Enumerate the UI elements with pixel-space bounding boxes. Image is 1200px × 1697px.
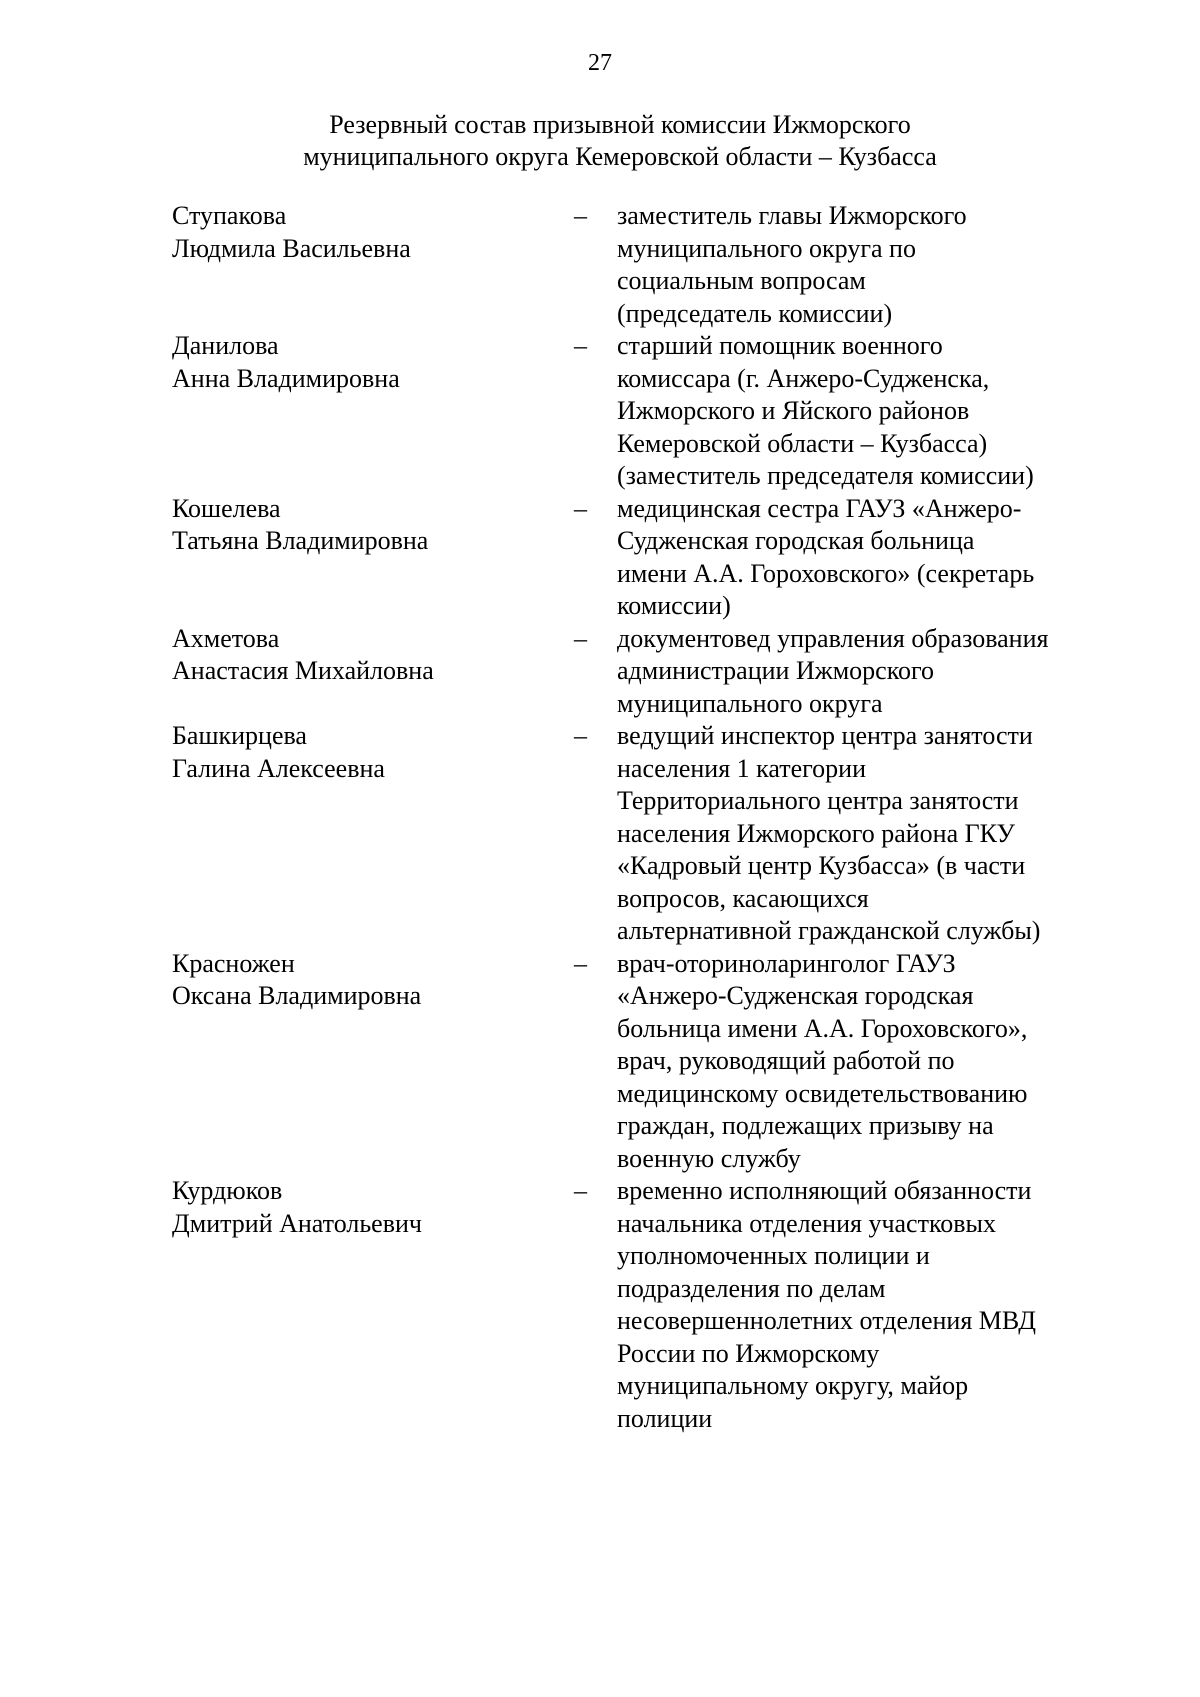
member-role-line: подразделения по делам bbox=[617, 1273, 886, 1303]
member-given-name: Людмила Васильевна bbox=[172, 233, 411, 263]
member-role-line: Территориального центра занятости bbox=[617, 786, 1019, 815]
member-given-name: Татьяна Владимировна bbox=[172, 526, 429, 555]
member-role-line: врач, руководящий работой по bbox=[617, 1046, 955, 1075]
member-role-line: документовед управления образования bbox=[617, 623, 1049, 653]
member-role-line: ведущий инспектор центра занятости bbox=[617, 721, 1033, 750]
page-number: 27 bbox=[588, 50, 612, 76]
member-entry bbox=[0, 330, 1200, 493]
member-surname: Красножен bbox=[172, 948, 295, 978]
member-role-line: медицинскому освидетельствованию bbox=[617, 1078, 1028, 1108]
member-surname: Курдюков bbox=[172, 1176, 283, 1205]
member-given-name: Анна Владимировна bbox=[172, 363, 400, 393]
member-surname: Данилова bbox=[172, 331, 279, 360]
dash-separator: – bbox=[574, 331, 587, 360]
dash-separator: – bbox=[574, 623, 587, 653]
member-name bbox=[172, 330, 562, 395]
member-given-name: Дмитрий Анатольевич bbox=[172, 1208, 422, 1238]
member-role-line: населения 1 категории bbox=[617, 753, 867, 783]
dash-separator: – bbox=[574, 721, 587, 750]
member-role-line: медицинская сестра ГАУЗ «Анжеро- bbox=[617, 493, 1022, 523]
member-entry bbox=[0, 948, 1200, 1176]
member-name bbox=[172, 493, 562, 558]
member-role-line: альтернативной гражданской службы) bbox=[617, 916, 1041, 945]
member-role-line: населения Ижморского района ГКУ bbox=[617, 818, 1015, 848]
member-role-line: вопросов, касающихся bbox=[617, 883, 869, 913]
member-role-line: «Анжеро-Судженская городская bbox=[617, 981, 974, 1010]
member-surname: Ступакова bbox=[172, 201, 287, 230]
member-role-line: врач-оториноларинголог ГАУЗ bbox=[617, 948, 956, 978]
member-role-line: полиции bbox=[617, 1403, 713, 1433]
member-role-line: (председатель комиссии) bbox=[617, 298, 893, 328]
member-role bbox=[617, 200, 1092, 330]
member-entry bbox=[0, 493, 1200, 623]
member-name bbox=[172, 200, 562, 265]
member-role-line: «Кадровый центр Кузбасса» (в части bbox=[617, 851, 1026, 880]
dash-separator: – bbox=[574, 948, 587, 978]
member-role-line: граждан, подлежащих призыву на bbox=[617, 1111, 994, 1140]
member-role-line: муниципальному округу, майор bbox=[617, 1371, 969, 1400]
member-surname: Башкирцева bbox=[172, 721, 307, 750]
member-role-line: Судженская городская больница bbox=[617, 526, 975, 555]
dash-separator: – bbox=[574, 201, 587, 230]
member-role-line: имени А.А. Гороховского» (секретарь bbox=[617, 558, 1035, 588]
member-name bbox=[172, 948, 562, 1013]
member-role-line: начальника отделения участковых bbox=[617, 1208, 997, 1238]
member-role bbox=[617, 720, 1092, 948]
member-role-line: (заместитель председателя комиссии) bbox=[617, 461, 1034, 490]
member-role bbox=[617, 623, 1092, 721]
member-surname: Кошелева bbox=[172, 493, 281, 523]
member-role-line: комиссара (г. Анжеро-Судженска, bbox=[617, 363, 990, 393]
member-entry bbox=[0, 720, 1200, 948]
member-surname: Ахметова bbox=[172, 623, 280, 653]
member-role-line: заместитель главы Ижморского bbox=[617, 201, 967, 230]
member-role-line: социальным вопросам bbox=[617, 266, 866, 295]
title-line: муниципального округа Кемеровской области – Кузбасса bbox=[303, 142, 937, 171]
member-role-line: муниципального округа bbox=[617, 688, 883, 718]
member-given-name: Галина Алексеевна bbox=[172, 753, 385, 783]
member-given-name: Анастасия Михайловна bbox=[172, 656, 434, 685]
member-given-name: Оксана Владимировна bbox=[172, 981, 422, 1010]
member-role bbox=[617, 330, 1092, 493]
member-entry bbox=[0, 200, 1200, 330]
member-role-line: Ижморского и Яйского районов bbox=[617, 396, 970, 425]
member-role-line: комиссии) bbox=[617, 591, 731, 620]
member-name bbox=[172, 1175, 562, 1240]
member-name bbox=[172, 623, 562, 688]
member-role-line: Кемеровской области – Кузбасса) bbox=[617, 428, 988, 458]
member-role-line: несовершеннолетних отделения МВД bbox=[617, 1306, 1037, 1335]
member-role-line: старший помощник военного bbox=[617, 331, 943, 360]
member-name bbox=[172, 720, 562, 785]
dash-separator: – bbox=[574, 493, 587, 523]
member-role-line: России по Ижморскому bbox=[617, 1338, 880, 1368]
member-role-line: администрации Ижморского bbox=[617, 656, 935, 685]
member-role-line: уполномоченных полиции и bbox=[617, 1241, 930, 1270]
member-role bbox=[617, 493, 1092, 623]
member-role-line: временно исполняющий обязанности bbox=[617, 1176, 1032, 1205]
commission-members-list bbox=[0, 200, 1200, 1435]
member-entry bbox=[0, 623, 1200, 721]
title-line: Резервный состав призывной комиссии Ижморского bbox=[329, 110, 911, 139]
member-role-line: военную службу bbox=[617, 1143, 801, 1173]
member-entry bbox=[0, 1175, 1200, 1435]
document-title bbox=[200, 109, 1040, 173]
dash-separator: – bbox=[574, 1176, 587, 1205]
member-role bbox=[617, 948, 1092, 1176]
member-role-line: муниципального округа по bbox=[617, 233, 916, 263]
member-role bbox=[617, 1175, 1092, 1435]
member-role-line: больница имени А.А. Гороховского», bbox=[617, 1013, 1028, 1043]
